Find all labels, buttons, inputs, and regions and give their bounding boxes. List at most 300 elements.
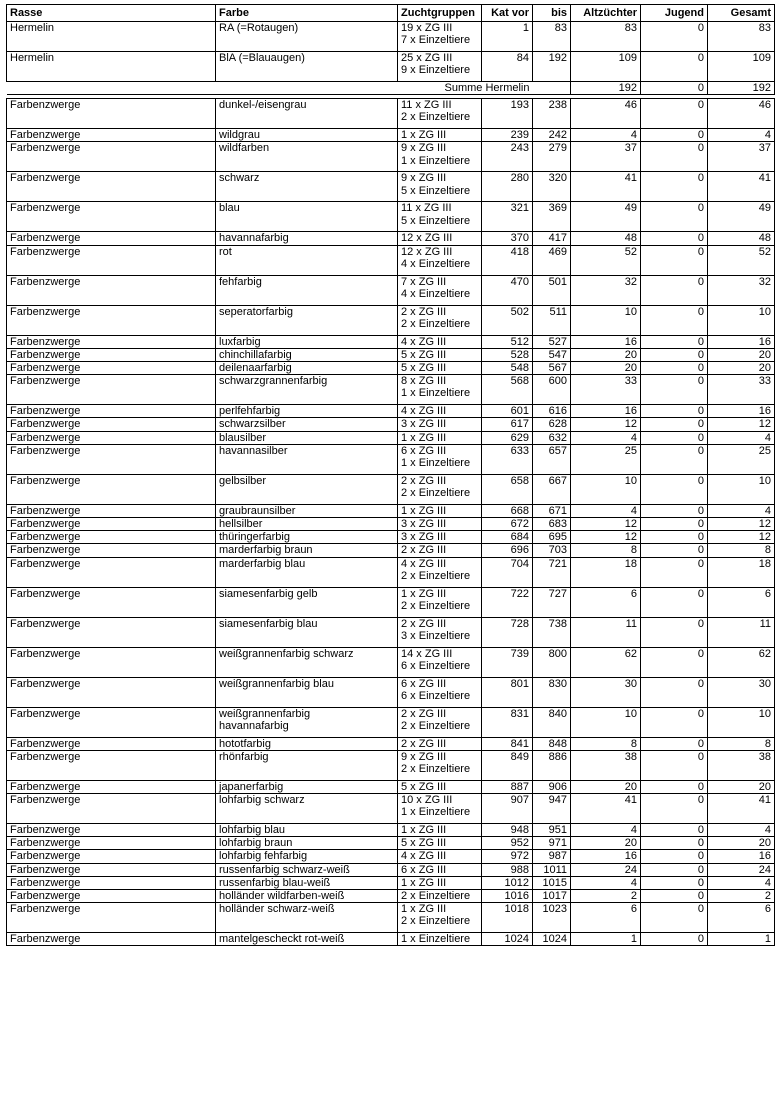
table-row (7, 544, 775, 557)
cell-zuchtgruppen (398, 850, 482, 863)
header-zuchtgruppen: Zuchtgruppen (398, 5, 482, 22)
cell-jugend: 0 (641, 794, 708, 824)
zucht-line: 1 x Einzeltiere (401, 806, 471, 819)
cell-farbe: wildgrau (216, 129, 398, 142)
cell-bis: 1011 (533, 863, 571, 876)
cell-bis: 951 (533, 824, 571, 837)
cell-bis: 238 (533, 99, 571, 129)
cell-rasse: Farbenzwerge (7, 794, 216, 824)
cell-altzuechter: 4 (571, 431, 641, 444)
table-row (7, 557, 775, 587)
zucht-line: 5 x Einzeltiere (401, 214, 471, 227)
cell-gesamt: 16 (708, 405, 775, 418)
cell-jugend: 0 (641, 348, 708, 361)
header-kat-vor: Kat vor (482, 5, 533, 22)
summary-label: Summe Hermelin (444, 82, 530, 94)
zucht-line: 2 x ZG III (401, 544, 447, 557)
cell-kat-vor: 801 (482, 677, 533, 707)
cell-farbe: holländer schwarz-weiß (216, 903, 398, 933)
table-row (7, 531, 775, 544)
cell-zuchtgruppen (398, 172, 482, 202)
cell-jugend: 0 (641, 99, 708, 129)
zucht-line: 1 x Einzeltiere (401, 154, 471, 167)
cell-gesamt: 8 (708, 737, 775, 750)
cell-altzuechter: 52 (571, 245, 641, 275)
cell-rasse: Farbenzwerge (7, 780, 216, 793)
cell-bis: 632 (533, 431, 571, 444)
zucht-line: 4 x Einzeltiere (401, 257, 471, 270)
cell-jugend: 0 (641, 531, 708, 544)
cell-gesamt: 10 (708, 474, 775, 504)
table-row (7, 431, 775, 444)
cell-altzuechter: 109 (571, 52, 641, 82)
cell-farbe: graubraunsilber (216, 504, 398, 517)
cell-farbe: wildfarben (216, 142, 398, 172)
cell-kat-vor: 370 (482, 232, 533, 245)
cell-jugend: 0 (641, 863, 708, 876)
cell-zuchtgruppen (398, 737, 482, 750)
cell-bis: 971 (533, 837, 571, 850)
cell-jugend: 0 (641, 737, 708, 750)
zucht-line: 2 x Einzeltiere (401, 317, 471, 330)
cell-zuchtgruppen (398, 587, 482, 617)
cell-bis: 369 (533, 202, 571, 232)
cell-jugend: 0 (641, 431, 708, 444)
cell-altzuechter: 4 (571, 504, 641, 517)
cell-rasse: Farbenzwerge (7, 232, 216, 245)
cell-kat-vor: 617 (482, 418, 533, 431)
cell-zuchtgruppen (398, 362, 482, 375)
table-row (7, 202, 775, 232)
cell-altzuechter: 20 (571, 780, 641, 793)
table-row (7, 518, 775, 531)
cell-bis: 683 (533, 518, 571, 531)
cell-jugend: 0 (641, 617, 708, 647)
cell-kat-vor: 704 (482, 557, 533, 587)
cell-zuchtgruppen (398, 305, 482, 335)
zucht-line: 2 x ZG III (401, 305, 447, 318)
cell-farbe: japanerfarbig (216, 780, 398, 793)
zucht-line: 6 x ZG III (401, 677, 447, 690)
cell-bis: 1017 (533, 890, 571, 903)
cell-rasse: Farbenzwerge (7, 557, 216, 587)
table-row (7, 405, 775, 418)
cell-gesamt: 11 (708, 617, 775, 647)
table-row (7, 677, 775, 707)
table-row (7, 52, 775, 82)
zucht-line: 5 x Einzeltiere (401, 184, 471, 197)
cell-kat-vor: 672 (482, 518, 533, 531)
cell-bis: 695 (533, 531, 571, 544)
zucht-line: 3 x ZG III (401, 531, 447, 544)
cell-kat-vor: 841 (482, 737, 533, 750)
header-altzuechter: Altzüchter (571, 5, 641, 22)
cell-zuchtgruppen (398, 617, 482, 647)
cell-gesamt: 109 (708, 52, 775, 82)
cell-jugend: 0 (641, 518, 708, 531)
cell-rasse: Hermelin (7, 52, 216, 82)
cell-bis: 417 (533, 232, 571, 245)
cell-gesamt: 41 (708, 794, 775, 824)
zucht-line: 6 x ZG III (401, 863, 447, 876)
cell-gesamt: 4 (708, 824, 775, 837)
cell-jugend: 0 (641, 22, 708, 52)
cell-zuchtgruppen (398, 375, 482, 405)
cell-farbe: blausilber (216, 431, 398, 444)
cell-farbe (216, 707, 398, 737)
cell-altzuechter: 38 (571, 750, 641, 780)
zucht-line: 2 x Einzeltiere (401, 763, 471, 776)
cell-gesamt: 12 (708, 518, 775, 531)
table-row (7, 647, 775, 677)
cell-rasse: Farbenzwerge (7, 837, 216, 850)
cell-zuchtgruppen (398, 707, 482, 737)
cell-kat-vor: 722 (482, 587, 533, 617)
cell-farbe: perlfehfarbig (216, 405, 398, 418)
header-farbe: Farbe (216, 5, 398, 22)
cell-bis: 628 (533, 418, 571, 431)
zucht-line: 9 x ZG III (401, 172, 447, 185)
cell-kat-vor: 1016 (482, 890, 533, 903)
cell-gesamt: 49 (708, 202, 775, 232)
cell-jugend: 0 (641, 362, 708, 375)
cell-kat-vor: 633 (482, 444, 533, 474)
cell-gesamt: 20 (708, 837, 775, 850)
cell-altzuechter: 16 (571, 850, 641, 863)
header-rasse: Rasse (7, 5, 216, 22)
header-gesamt: Gesamt (708, 5, 775, 22)
summary-jugend: 0 (641, 82, 708, 95)
table-row (7, 876, 775, 889)
cell-gesamt: 4 (708, 129, 775, 142)
cell-bis: 830 (533, 677, 571, 707)
zucht-line: 19 x ZG III (401, 22, 453, 34)
cell-zuchtgruppen (398, 418, 482, 431)
table-row (7, 890, 775, 903)
cell-kat-vor: 658 (482, 474, 533, 504)
cell-farbe: RA (=Rotaugen) (216, 22, 398, 52)
cell-farbe: chinchillafarbig (216, 348, 398, 361)
cell-zuchtgruppen (398, 232, 482, 245)
cell-jugend: 0 (641, 418, 708, 431)
cell-jugend: 0 (641, 474, 708, 504)
zucht-line: 5 x ZG III (401, 362, 447, 375)
cell-jugend: 0 (641, 824, 708, 837)
cell-bis: 83 (533, 22, 571, 52)
cell-zuchtgruppen (398, 245, 482, 275)
cell-bis: 320 (533, 172, 571, 202)
cell-zuchtgruppen (398, 99, 482, 129)
cell-altzuechter: 41 (571, 172, 641, 202)
catalog-sheet (6, 4, 774, 946)
cell-kat-vor: 728 (482, 617, 533, 647)
cell-altzuechter: 10 (571, 474, 641, 504)
zucht-line: 2 x ZG III (401, 474, 447, 487)
cell-gesamt: 20 (708, 348, 775, 361)
cell-zuchtgruppen (398, 335, 482, 348)
cell-altzuechter: 48 (571, 232, 641, 245)
cell-kat-vor: 512 (482, 335, 533, 348)
cell-gesamt: 16 (708, 335, 775, 348)
cell-gesamt: 38 (708, 750, 775, 780)
cell-gesamt: 2 (708, 890, 775, 903)
cell-altzuechter: 20 (571, 837, 641, 850)
cell-gesamt: 30 (708, 677, 775, 707)
cell-jugend: 0 (641, 557, 708, 587)
cell-kat-vor: 907 (482, 794, 533, 824)
cell-bis: 727 (533, 587, 571, 617)
cell-farbe: luxfarbig (216, 335, 398, 348)
table-row (7, 824, 775, 837)
cell-altzuechter: 1 (571, 933, 641, 946)
table-row (7, 418, 775, 431)
zucht-line: 2 x Einzeltiere (401, 890, 471, 903)
cell-rasse: Farbenzwerge (7, 275, 216, 305)
cell-rasse: Farbenzwerge (7, 647, 216, 677)
cell-rasse: Farbenzwerge (7, 903, 216, 933)
cell-rasse: Farbenzwerge (7, 335, 216, 348)
zucht-line: 14 x ZG III (401, 647, 453, 660)
zucht-line: 9 x ZG III (401, 750, 447, 763)
cell-zuchtgruppen (398, 202, 482, 232)
zucht-line: 1 x ZG III (401, 903, 447, 916)
cell-rasse: Farbenzwerge (7, 750, 216, 780)
cell-gesamt: 4 (708, 504, 775, 517)
cell-zuchtgruppen (398, 275, 482, 305)
cell-zuchtgruppen (398, 647, 482, 677)
cell-farbe: russenfarbig blau-weiß (216, 876, 398, 889)
cell-kat-vor: 239 (482, 129, 533, 142)
cell-altzuechter: 16 (571, 405, 641, 418)
cell-zuchtgruppen (398, 750, 482, 780)
cell-kat-vor: 601 (482, 405, 533, 418)
cell-rasse: Farbenzwerge (7, 531, 216, 544)
cell-kat-vor: 84 (482, 52, 533, 82)
cell-gesamt: 48 (708, 232, 775, 245)
cell-rasse: Farbenzwerge (7, 544, 216, 557)
cell-zuchtgruppen (398, 863, 482, 876)
cell-rasse: Farbenzwerge (7, 99, 216, 129)
cell-rasse: Farbenzwerge (7, 863, 216, 876)
cell-farbe: havannasilber (216, 444, 398, 474)
cell-kat-vor: 528 (482, 348, 533, 361)
zucht-line: 5 x ZG III (401, 780, 447, 793)
cell-farbe: lohfarbig fehfarbig (216, 850, 398, 863)
cell-gesamt: 16 (708, 850, 775, 863)
cell-rasse: Farbenzwerge (7, 737, 216, 750)
table-row (7, 335, 775, 348)
cell-kat-vor: 849 (482, 750, 533, 780)
cell-zuchtgruppen (398, 444, 482, 474)
zucht-line: 3 x ZG III (401, 418, 447, 431)
cell-gesamt: 1 (708, 933, 775, 946)
cell-farbe: hototfarbig (216, 737, 398, 750)
cell-kat-vor: 243 (482, 142, 533, 172)
cell-rasse: Farbenzwerge (7, 431, 216, 444)
cell-bis: 527 (533, 335, 571, 348)
cell-rasse: Farbenzwerge (7, 518, 216, 531)
zucht-line: 6 x Einzeltiere (401, 659, 471, 672)
table-row (7, 172, 775, 202)
cell-gesamt: 4 (708, 431, 775, 444)
cell-zuchtgruppen (398, 129, 482, 142)
cell-altzuechter: 20 (571, 348, 641, 361)
farbe-line: havannafarbig (219, 719, 289, 732)
zucht-line: 8 x ZG III (401, 375, 447, 388)
cell-farbe: gelbsilber (216, 474, 398, 504)
table-row (7, 903, 775, 933)
table-row (7, 863, 775, 876)
zucht-line: 1 x ZG III (401, 129, 447, 142)
cell-gesamt: 4 (708, 876, 775, 889)
cell-gesamt: 10 (708, 707, 775, 737)
cell-altzuechter: 46 (571, 99, 641, 129)
cell-altzuechter: 20 (571, 362, 641, 375)
cell-gesamt: 83 (708, 22, 775, 52)
cell-kat-vor: 321 (482, 202, 533, 232)
cell-rasse: Farbenzwerge (7, 305, 216, 335)
table-row (7, 750, 775, 780)
cell-farbe: havannafarbig (216, 232, 398, 245)
cell-kat-vor: 887 (482, 780, 533, 793)
cell-farbe: dunkel-/eisengrau (216, 99, 398, 129)
cell-jugend: 0 (641, 142, 708, 172)
cell-gesamt: 24 (708, 863, 775, 876)
cell-bis: 800 (533, 647, 571, 677)
cell-zuchtgruppen (398, 474, 482, 504)
cell-bis: 1023 (533, 903, 571, 933)
table-row (7, 22, 775, 52)
cell-farbe: schwarz (216, 172, 398, 202)
cell-bis: 987 (533, 850, 571, 863)
cell-zuchtgruppen (398, 890, 482, 903)
cell-zuchtgruppen (398, 903, 482, 933)
cell-bis: 469 (533, 245, 571, 275)
zucht-line: 9 x ZG III (401, 142, 447, 155)
cell-altzuechter: 32 (571, 275, 641, 305)
table-row (7, 933, 775, 946)
cell-farbe: lohfarbig schwarz (216, 794, 398, 824)
cell-bis: 600 (533, 375, 571, 405)
cell-bis: 657 (533, 444, 571, 474)
cell-jugend: 0 (641, 850, 708, 863)
cell-bis: 1015 (533, 876, 571, 889)
cell-farbe: siamesenfarbig gelb (216, 587, 398, 617)
cell-zuchtgruppen (398, 142, 482, 172)
cell-bis: 511 (533, 305, 571, 335)
zucht-line: 6 x Einzeltiere (401, 689, 471, 702)
cell-kat-vor: 739 (482, 647, 533, 677)
zucht-line: 12 x ZG III (401, 232, 453, 245)
table-row (7, 245, 775, 275)
summary-row (7, 82, 775, 95)
cell-kat-vor: 952 (482, 837, 533, 850)
cell-kat-vor: 668 (482, 504, 533, 517)
summary-altzuechter: 192 (571, 82, 641, 95)
cell-rasse: Farbenzwerge (7, 933, 216, 946)
cell-farbe: rhönfarbig (216, 750, 398, 780)
zucht-line: 5 x ZG III (401, 348, 447, 361)
cell-altzuechter: 4 (571, 129, 641, 142)
cell-gesamt: 41 (708, 172, 775, 202)
cell-gesamt: 12 (708, 531, 775, 544)
zucht-line: 2 x ZG III (401, 617, 447, 630)
cell-bis: 703 (533, 544, 571, 557)
cell-rasse: Farbenzwerge (7, 587, 216, 617)
cell-altzuechter: 12 (571, 531, 641, 544)
table-row (7, 474, 775, 504)
cell-farbe: marderfarbig blau (216, 557, 398, 587)
cell-altzuechter: 4 (571, 824, 641, 837)
cell-rasse: Farbenzwerge (7, 348, 216, 361)
cell-kat-vor: 629 (482, 431, 533, 444)
cell-altzuechter: 37 (571, 142, 641, 172)
header-row (7, 5, 775, 22)
table-row (7, 129, 775, 142)
farbenzwerge-section (7, 99, 775, 946)
cell-kat-vor: 684 (482, 531, 533, 544)
cell-gesamt: 25 (708, 444, 775, 474)
cell-rasse: Farbenzwerge (7, 418, 216, 431)
cell-bis: 721 (533, 557, 571, 587)
cell-jugend: 0 (641, 129, 708, 142)
summary-gesamt: 192 (708, 82, 775, 95)
cell-bis: 848 (533, 737, 571, 750)
table-row (7, 850, 775, 863)
cell-altzuechter: 6 (571, 903, 641, 933)
cell-altzuechter: 49 (571, 202, 641, 232)
cell-gesamt: 18 (708, 557, 775, 587)
cell-altzuechter: 2 (571, 890, 641, 903)
zucht-line: 2 x Einzeltiere (401, 487, 471, 500)
cell-jugend: 0 (641, 707, 708, 737)
zucht-line: 4 x ZG III (401, 850, 447, 863)
zucht-line: 2 x Einzeltiere (401, 599, 471, 612)
cell-bis: 567 (533, 362, 571, 375)
zucht-line: 3 x ZG III (401, 518, 447, 531)
zucht-line: 11 x ZG III (401, 202, 452, 215)
zucht-line: 1 x ZG III (401, 431, 447, 444)
cell-gesamt: 20 (708, 362, 775, 375)
cell-kat-vor: 1024 (482, 933, 533, 946)
cell-farbe: thüringerfarbig (216, 531, 398, 544)
zucht-line: 2 x Einzeltiere (401, 915, 471, 928)
cell-kat-vor: 548 (482, 362, 533, 375)
cell-jugend: 0 (641, 876, 708, 889)
catalog-table (6, 4, 775, 946)
cell-zuchtgruppen (398, 405, 482, 418)
cell-altzuechter: 30 (571, 677, 641, 707)
cell-bis: 667 (533, 474, 571, 504)
cell-kat-vor: 502 (482, 305, 533, 335)
cell-altzuechter: 41 (571, 794, 641, 824)
cell-zuchtgruppen (398, 876, 482, 889)
cell-jugend: 0 (641, 275, 708, 305)
zucht-line: 12 x ZG III (401, 245, 453, 258)
cell-jugend: 0 (641, 335, 708, 348)
zucht-line: 7 x ZG III (401, 275, 447, 288)
cell-rasse: Farbenzwerge (7, 362, 216, 375)
cell-rasse: Farbenzwerge (7, 876, 216, 889)
cell-farbe: fehfarbig (216, 275, 398, 305)
cell-jugend: 0 (641, 172, 708, 202)
cell-zuchtgruppen (398, 794, 482, 824)
cell-zuchtgruppen (398, 518, 482, 531)
cell-jugend: 0 (641, 890, 708, 903)
cell-farbe: schwarzgrannenfarbig (216, 375, 398, 405)
cell-jugend: 0 (641, 837, 708, 850)
cell-altzuechter: 10 (571, 707, 641, 737)
